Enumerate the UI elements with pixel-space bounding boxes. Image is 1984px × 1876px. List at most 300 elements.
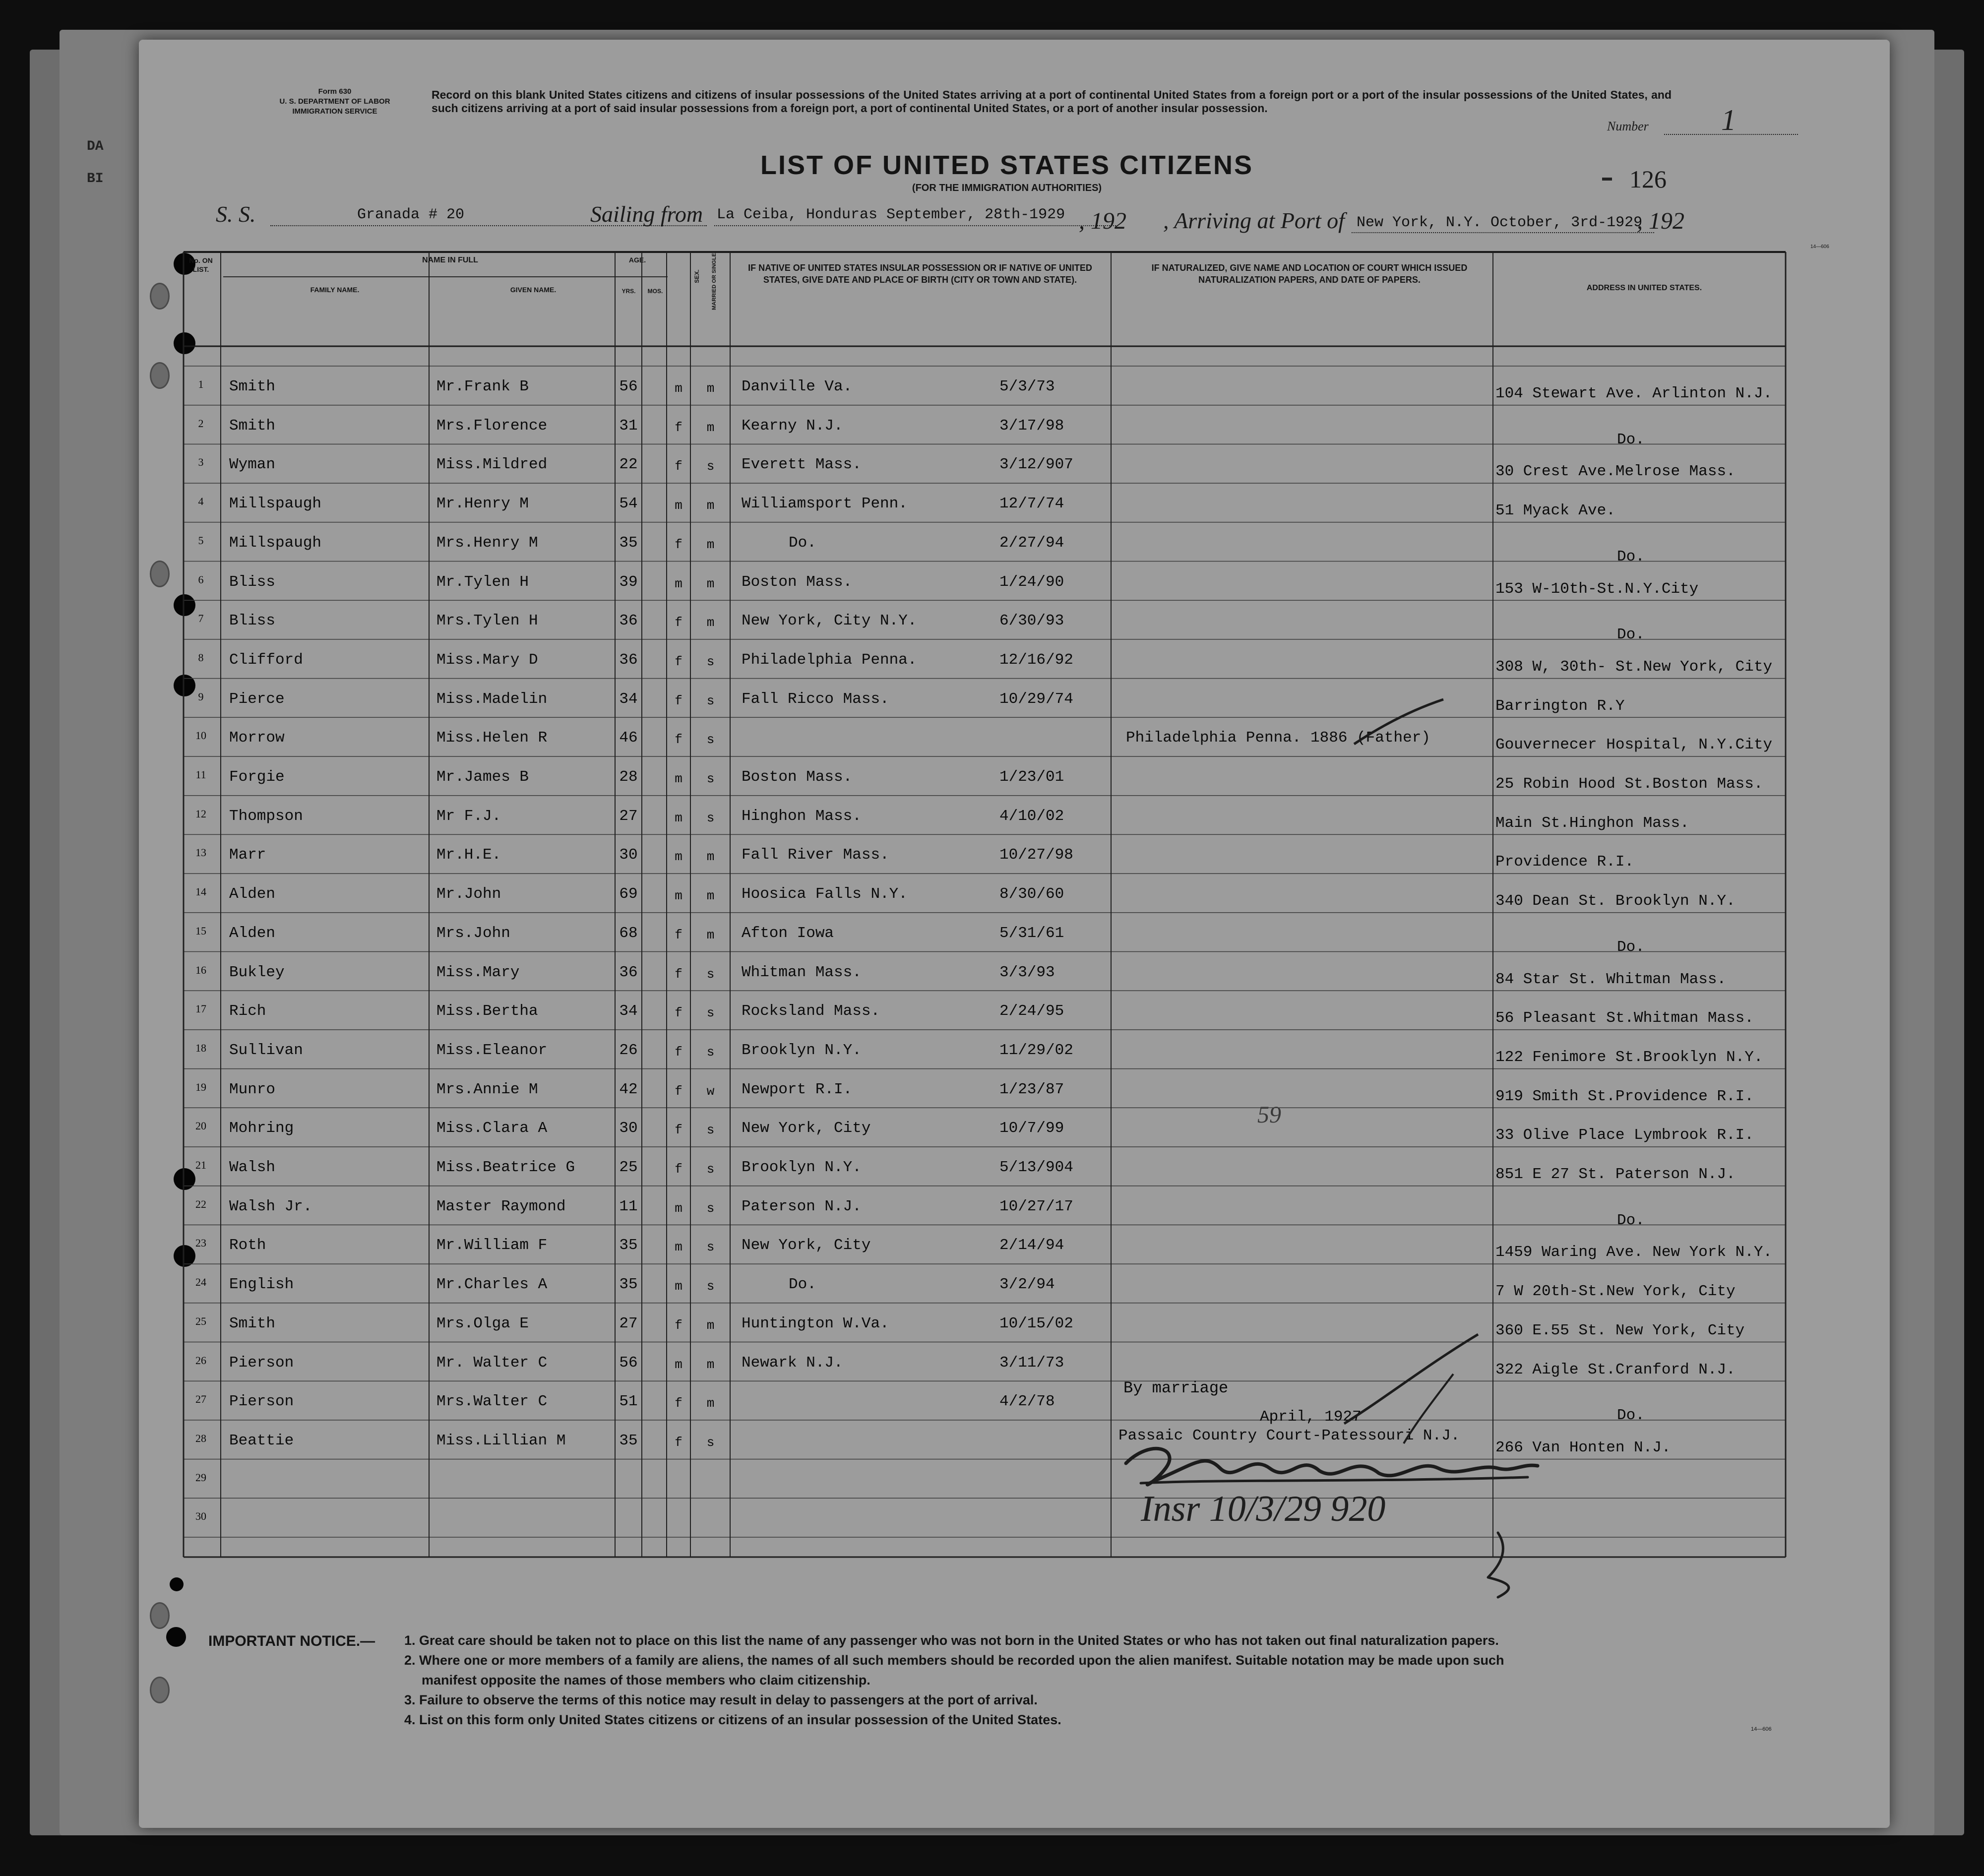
age-years: 35 (619, 1276, 638, 1294)
birth-place: Boston Mass. (742, 573, 853, 591)
birth-date: 5/31/61 (999, 924, 1064, 942)
sex: m (675, 576, 682, 591)
birth-date: 12/7/74 (999, 495, 1064, 513)
given-name: Mr.Charles A (436, 1276, 548, 1294)
marital-status: s (706, 654, 715, 669)
given-name: Mrs.Annie M (436, 1080, 538, 1098)
family-name: Forgie (229, 768, 285, 786)
address: 308 W, 30th- St.New York, City (1495, 658, 1773, 676)
header-family-name: FAMILY NAME. (310, 286, 360, 294)
notice-item-4: 4. List on this form only United States citizens or citizens of an insular possession of the United States. (404, 1712, 1061, 1727)
row-number: 13 (195, 846, 206, 859)
birth-date: 1/23/87 (999, 1080, 1064, 1098)
birth-place: Paterson N.J. (742, 1197, 862, 1215)
age-years: 35 (619, 1432, 638, 1449)
address: 56 Pleasant St.Whitman Mass. (1495, 1009, 1754, 1027)
table-row (184, 600, 1786, 639)
table-row (184, 1381, 1786, 1420)
age-years: 68 (619, 924, 638, 942)
birth-place: New York, City (742, 1120, 871, 1137)
marital-status: s (706, 1005, 715, 1021)
birth-date: 11/29/02 (999, 1041, 1073, 1059)
birth-place: Do. (789, 1276, 816, 1294)
birth-place: Brooklyn N.Y. (742, 1159, 862, 1176)
instruction-text: Record on this blank United States citizens and citizens of insular possessions of the United States arriving at a port of continental United States from a foreign port or a port of the insular possessions of the United States, and such citizens arriving at a port of said insular possessions from a foreign port, a port of continental United States, or a port of another insular possession. (432, 88, 1672, 115)
given-name: Miss.Lillian M (436, 1432, 566, 1449)
birth-date: 1/23/01 (999, 768, 1064, 786)
given-name: Mr.Frank B (436, 378, 529, 395)
age-years: 54 (619, 495, 638, 513)
family-name: Wyman (229, 456, 276, 474)
sex: f (675, 1123, 682, 1138)
age-years: 30 (619, 846, 638, 864)
form-title: LIST OF UNITED STATES CITIZENS (760, 150, 1253, 180)
address: Main St.Hinghon Mass. (1495, 814, 1689, 832)
birth-place: Whitman Mass. (742, 963, 862, 981)
row-number: 4 (198, 495, 204, 508)
sex: f (675, 1317, 682, 1333)
birth-place: Everett Mass. (742, 456, 862, 474)
row-number: 19 (195, 1080, 206, 1093)
marital-status: s (706, 1200, 715, 1216)
given-name: Mrs.Walter C (436, 1393, 548, 1411)
arriving-label: , Arriving at Port of (1163, 208, 1345, 233)
inspector-note: Insr 10/3/29 920 (1141, 1489, 1386, 1529)
birth-place: Afton Iowa (742, 924, 834, 942)
year-suffix: , 192 (1637, 208, 1684, 234)
notice-item-2-cont: manifest opposite the names of those members who claim citizenship. (422, 1673, 870, 1688)
address: 919 Smith St.Providence R.I. (1495, 1087, 1754, 1105)
marital-status: m (706, 1357, 715, 1372)
address: 104 Stewart Ave. Arlinton N.J. (1495, 385, 1773, 402)
sex: f (675, 927, 682, 942)
birth-date: 12/16/92 (999, 651, 1073, 669)
given-name: Miss.Helen R (436, 729, 548, 747)
given-name: Mr.John (436, 885, 501, 903)
family-name: Alden (229, 885, 276, 903)
given-name: Miss.Mary D (436, 651, 538, 669)
given-name: Miss.Beatrice G (436, 1159, 575, 1176)
row-number: 27 (195, 1393, 206, 1406)
sex: m (675, 888, 682, 904)
given-name: Mrs.Florence (436, 417, 548, 435)
row-number: 20 (195, 1120, 206, 1132)
address: Do. (1617, 1211, 1645, 1229)
number-value: 1 (1721, 104, 1736, 136)
row-number: 9 (198, 690, 204, 703)
family-name: Roth (229, 1237, 266, 1254)
arriving-port: New York, N.Y. October, 3rd-1929 (1357, 214, 1643, 231)
service: IMMIGRATION SERVICE (292, 107, 377, 116)
age-years: 36 (619, 651, 638, 669)
marital-status: s (706, 1123, 715, 1138)
address: 25 Robin Hood St.Boston Mass. (1495, 775, 1763, 793)
notice-code: 14—606 (1751, 1726, 1772, 1732)
naturalization-note: By marriage (1123, 1379, 1229, 1398)
age-years: 36 (619, 612, 638, 630)
age-years: 39 (619, 573, 638, 591)
row-number: 21 (195, 1159, 206, 1171)
form-number: Form 630 (318, 87, 352, 96)
naturalization-court: Passaic Country Court-Patessouri N.J. (1118, 1427, 1460, 1444)
header-mos: MOS. (647, 288, 663, 295)
address: 360 E.55 St. New York, City (1495, 1321, 1745, 1339)
row-number: 11 (195, 768, 206, 781)
birth-place: Hinghon Mass. (742, 807, 862, 825)
marital-status: s (706, 1435, 715, 1450)
birth-date: 5/3/73 (999, 378, 1055, 395)
row-number: 1 (198, 378, 204, 390)
address: Do. (1617, 626, 1645, 644)
family-name: Smith (229, 417, 276, 435)
row-number: 28 (195, 1432, 206, 1444)
marital-status: m (706, 849, 715, 865)
birth-place: Boston Mass. (742, 768, 853, 786)
address: 1459 Waring Ave. New York N.Y. (1495, 1244, 1773, 1261)
address: 851 E 27 St. Paterson N.J. (1495, 1166, 1736, 1183)
marital-status: m (706, 576, 715, 591)
birth-date: 3/2/94 (999, 1276, 1055, 1294)
marital-status: s (706, 771, 715, 786)
row-number: 26 (195, 1354, 206, 1367)
family-name: English (229, 1276, 294, 1294)
header-birth: IF NATIVE OF UNITED STATES INSULAR POSSESSION OR IF NATIVE OF UNITED STATES, GIVE DATE AND PLACE OF BIRTH (CITY OR TOWN AND STATE). (748, 263, 1092, 285)
age-years: 34 (619, 690, 638, 708)
marital-status: s (706, 732, 715, 748)
given-name: Mrs.Henry M (436, 534, 538, 552)
header-married: MARRIED OR SINGLE. (711, 251, 717, 310)
birth-date: 4/10/02 (999, 807, 1064, 825)
address: 84 Star St. Whitman Mass. (1495, 970, 1727, 988)
row-number: 30 (195, 1510, 206, 1523)
birth-place: Hoosica Falls N.Y. (742, 885, 908, 903)
address: Do. (1617, 1407, 1645, 1425)
header-sex: SEX. (693, 269, 700, 283)
sex: f (675, 732, 682, 748)
table-row (184, 405, 1786, 444)
birth-date: 2/27/94 (999, 534, 1064, 552)
address: 153 W-10th-St.N.Y.City (1495, 580, 1699, 598)
marital-status: s (706, 459, 715, 474)
sex: f (675, 615, 682, 630)
family-name: Bukley (229, 963, 285, 981)
table-row (184, 1186, 1786, 1225)
sex: f (675, 1005, 682, 1021)
back-page-label: DA (87, 139, 104, 154)
header-age: AGE. (628, 256, 646, 264)
family-name: Pierce (229, 690, 285, 708)
row-number: 24 (195, 1276, 206, 1289)
age-years: 35 (619, 534, 638, 552)
sex: f (675, 420, 682, 435)
sex: m (675, 1357, 682, 1372)
marital-status: s (706, 1044, 715, 1060)
birth-date: 10/7/99 (999, 1120, 1064, 1137)
birth-place: Danville Va. (742, 378, 853, 395)
marital-status: s (706, 1162, 715, 1177)
manifest-page (139, 40, 1890, 1828)
address: Gouvernecer Hospital, N.Y.City (1495, 736, 1773, 754)
given-name: Mr.James B (436, 768, 529, 786)
given-name: Mr.Tylen H (436, 573, 529, 591)
age-years: 42 (619, 1080, 638, 1098)
birth-date: 10/15/02 (999, 1314, 1073, 1332)
family-name: Rich (229, 1002, 266, 1020)
row-number: 6 (198, 573, 204, 586)
birth-place: Williamsport Penn. (742, 495, 908, 513)
birth-place: Fall River Mass. (742, 846, 889, 864)
address: 51 Myack Ave. (1495, 502, 1615, 520)
ss-label: S. S. (216, 201, 256, 227)
birth-place: Do. (789, 534, 816, 552)
family-name: Munro (229, 1080, 276, 1098)
birth-date: 2/24/95 (999, 1002, 1064, 1020)
birth-date: 10/27/17 (999, 1197, 1073, 1215)
age-years: 36 (619, 963, 638, 981)
age-years: 31 (619, 417, 638, 435)
age-years: 27 (619, 1314, 638, 1332)
birth-date: 8/30/60 (999, 885, 1064, 903)
address: 266 Van Honten N.J. (1495, 1438, 1671, 1456)
row-number: 23 (195, 1237, 206, 1250)
marital-status: m (706, 1396, 715, 1411)
family-name: Clifford (229, 651, 303, 669)
ship-name: Granada # 20 (357, 206, 465, 223)
marital-status: s (706, 1240, 715, 1255)
marital-status: s (706, 810, 715, 825)
family-name: Smith (229, 1314, 276, 1332)
marital-status: m (706, 498, 715, 513)
age-years: 35 (619, 1237, 638, 1254)
marital-status: m (706, 888, 715, 904)
age-years: 11 (619, 1197, 638, 1215)
handwritten-mark-59: 59 (1257, 1102, 1281, 1128)
page-number: 126 (1629, 165, 1667, 193)
given-name: Mrs.Tylen H (436, 612, 538, 630)
sex: f (675, 966, 682, 982)
sex: m (675, 1279, 682, 1294)
header-address: ADDRESS IN UNITED STATES. (1586, 284, 1702, 292)
age-years: 22 (619, 456, 638, 474)
birth-place: Huntington W.Va. (742, 1314, 889, 1332)
marital-status: m (706, 420, 715, 435)
sailing-label: Sailing from (590, 201, 703, 227)
family-name: Walsh (229, 1159, 276, 1176)
row-number: 17 (195, 1002, 206, 1015)
address: Do. (1617, 431, 1645, 448)
age-years: 56 (619, 1354, 638, 1372)
family-name: Mohring (229, 1120, 294, 1137)
birth-date: 5/13/904 (999, 1159, 1073, 1176)
sex: f (675, 693, 682, 708)
age-years: 27 (619, 807, 638, 825)
header-naturalized: IF NATURALIZED, GIVE NAME AND LOCATION OF COURT WHICH ISSUED NATURALIZATION PAPERS, AND DATE OF PAPERS. (1151, 263, 1468, 285)
given-name: Mr. Walter C (436, 1354, 548, 1372)
marital-status: s (706, 693, 715, 708)
address: 33 Olive Place Lymbrook R.I. (1495, 1126, 1754, 1144)
sex: f (675, 654, 682, 669)
sex: m (675, 849, 682, 865)
birth-place: Kearny N.J. (742, 417, 843, 435)
sex: f (675, 1162, 682, 1177)
sex: m (675, 498, 682, 513)
age-years: 51 (619, 1393, 638, 1411)
row-number: 14 (195, 885, 206, 898)
given-name: Miss.Clara A (436, 1120, 548, 1137)
birth-date: 2/14/94 (999, 1237, 1064, 1254)
marital-status: m (706, 927, 715, 942)
age-years: 25 (619, 1159, 638, 1176)
birth-date: 3/17/98 (999, 417, 1064, 435)
birth-date: 3/3/93 (999, 963, 1055, 981)
row-number: 3 (198, 456, 204, 469)
family-name: Marr (229, 846, 266, 864)
age-years: 69 (619, 885, 638, 903)
back-page-label: BI (87, 171, 104, 187)
address: 122 Fenimore St.Brooklyn N.Y. (1495, 1048, 1763, 1066)
age-years: 46 (619, 729, 638, 747)
address: Barrington R.Y (1495, 697, 1625, 715)
header-no: No. ON LIST. (189, 256, 213, 273)
family-name: Pierson (229, 1393, 294, 1411)
family-name: Millspaugh (229, 495, 322, 513)
notice-item-2: 2. Where one or more members of a family are aliens, the names of all such members should be recorded upon the alien manifest. Suitable notation may be made upon such (404, 1653, 1504, 1668)
row-number: 25 (195, 1314, 206, 1327)
sex: f (675, 537, 682, 552)
sailing-from: La Ceiba, Honduras September, 28th-1929 (717, 206, 1065, 223)
family-name: Alden (229, 924, 276, 942)
row-number: 16 (195, 963, 206, 976)
birth-date: 10/29/74 (999, 690, 1073, 708)
birth-place: Brooklyn N.Y. (742, 1041, 862, 1059)
address: 322 Aigle St.Cranford N.J. (1495, 1361, 1736, 1378)
age-years: 28 (619, 768, 638, 786)
birth-place: New York, City N.Y. (742, 612, 917, 630)
marital-status: s (706, 1279, 715, 1294)
notice-item-3: 3. Failure to observe the terms of this notice may result in delay to passengers at the port of arrival. (404, 1692, 1038, 1707)
header-yrs: YRS. (621, 288, 636, 295)
row-number: 29 (195, 1471, 206, 1484)
birth-date: 3/11/73 (999, 1354, 1064, 1372)
header-given-name: GIVEN NAME. (510, 286, 557, 294)
birth-date: 3/12/907 (999, 456, 1073, 474)
marital-status: w (706, 1083, 715, 1099)
family-name: Beattie (229, 1432, 294, 1449)
sex: f (675, 1396, 682, 1411)
sex: f (675, 1083, 682, 1099)
birth-place: Newport R.I. (742, 1080, 853, 1098)
row-number: 10 (195, 729, 206, 742)
birth-date: 10/27/98 (999, 846, 1073, 864)
row-number: 2 (198, 417, 204, 430)
row-number: 18 (195, 1041, 206, 1054)
address: 7 W 20th-St.New York, City (1495, 1283, 1736, 1301)
row-number: 5 (198, 534, 204, 547)
given-name: Miss.Mary (436, 963, 520, 981)
age-years: 34 (619, 1002, 638, 1020)
notice-item-1: 1. Great care should be taken not to place on this list the name of any passenger who was not born in the United States or who has not taken out final naturalization papers. (404, 1633, 1499, 1648)
header-name-in-full: NAME IN FULL (422, 256, 478, 264)
sex: m (675, 1200, 682, 1216)
family-name: Bliss (229, 612, 276, 630)
print-code: 14—606 (1810, 244, 1829, 250)
notice-heading: IMPORTANT NOTICE.— (208, 1633, 375, 1649)
address: 340 Dean St. Brooklyn N.Y. (1495, 892, 1736, 910)
age-years: 26 (619, 1041, 638, 1059)
family-name: Walsh Jr. (229, 1197, 312, 1215)
age-years: 56 (619, 378, 638, 395)
family-name: Bliss (229, 573, 276, 591)
given-name: Master Raymond (436, 1197, 566, 1215)
sex: f (675, 1044, 682, 1060)
naturalization-date: April, 1927 (1260, 1408, 1362, 1426)
row-number: 7 (198, 612, 204, 625)
family-name: Pierson (229, 1354, 294, 1372)
sex: m (675, 810, 682, 825)
given-name: Mrs.Olga E (436, 1314, 529, 1332)
marital-status: m (706, 537, 715, 552)
table-row (184, 522, 1786, 562)
given-name: Miss.Madelin (436, 690, 548, 708)
given-name: Miss.Bertha (436, 1002, 538, 1020)
birth-place: Rocksland Mass. (742, 1002, 880, 1020)
family-name: Morrow (229, 729, 285, 747)
family-name: Thompson (229, 807, 303, 825)
row-number: 22 (195, 1197, 206, 1210)
sex: f (675, 1435, 682, 1450)
given-name: Mr F.J. (436, 807, 501, 825)
tick-mark (1399, 1369, 1458, 1448)
marital-status: m (706, 381, 715, 396)
given-name: Mrs.John (436, 924, 510, 942)
row-number: 15 (195, 924, 206, 937)
birth-date: 1/24/90 (999, 573, 1064, 591)
given-name: Miss.Mildred (436, 456, 548, 474)
family-name: Millspaugh (229, 534, 322, 552)
birth-place: Newark N.J. (742, 1354, 843, 1372)
given-name: Mr.Henry M (436, 495, 529, 513)
birth-date: 6/30/93 (999, 612, 1064, 630)
naturalization-note: Philadelphia Penna. 1886 (Father) (1126, 729, 1430, 747)
sex: m (675, 1240, 682, 1255)
marital-status: m (706, 1317, 715, 1333)
birth-place: Fall Ricco Mass. (742, 690, 889, 708)
marital-status: s (706, 966, 715, 982)
given-name: Mr.William F (436, 1237, 548, 1254)
department: U. S. DEPARTMENT OF LABOR (279, 97, 390, 106)
number-label: Number (1607, 119, 1649, 133)
sex: f (675, 459, 682, 474)
family-name: Smith (229, 378, 276, 395)
sex: m (675, 381, 682, 396)
form-subtitle: (FOR THE IMMIGRATION AUTHORITIES) (912, 183, 1102, 193)
row-number: 8 (198, 651, 204, 664)
given-name: Miss.Eleanor (436, 1041, 548, 1059)
birth-place: Philadelphia Penna. (742, 651, 917, 669)
marital-status: m (706, 615, 715, 630)
address: 30 Crest Ave.Melrose Mass. (1495, 463, 1736, 481)
family-name: Sullivan (229, 1041, 303, 1059)
address: Providence R.I. (1495, 853, 1634, 871)
given-name: Mr.H.E. (436, 846, 501, 864)
year-suffix: , 192 (1079, 208, 1126, 234)
sex: m (675, 771, 682, 786)
birth-place: New York, City (742, 1237, 871, 1254)
address: Do. (1617, 938, 1645, 956)
table-row (184, 913, 1786, 952)
birth-date: 4/2/78 (999, 1393, 1055, 1411)
tick-mark (1349, 694, 1448, 749)
